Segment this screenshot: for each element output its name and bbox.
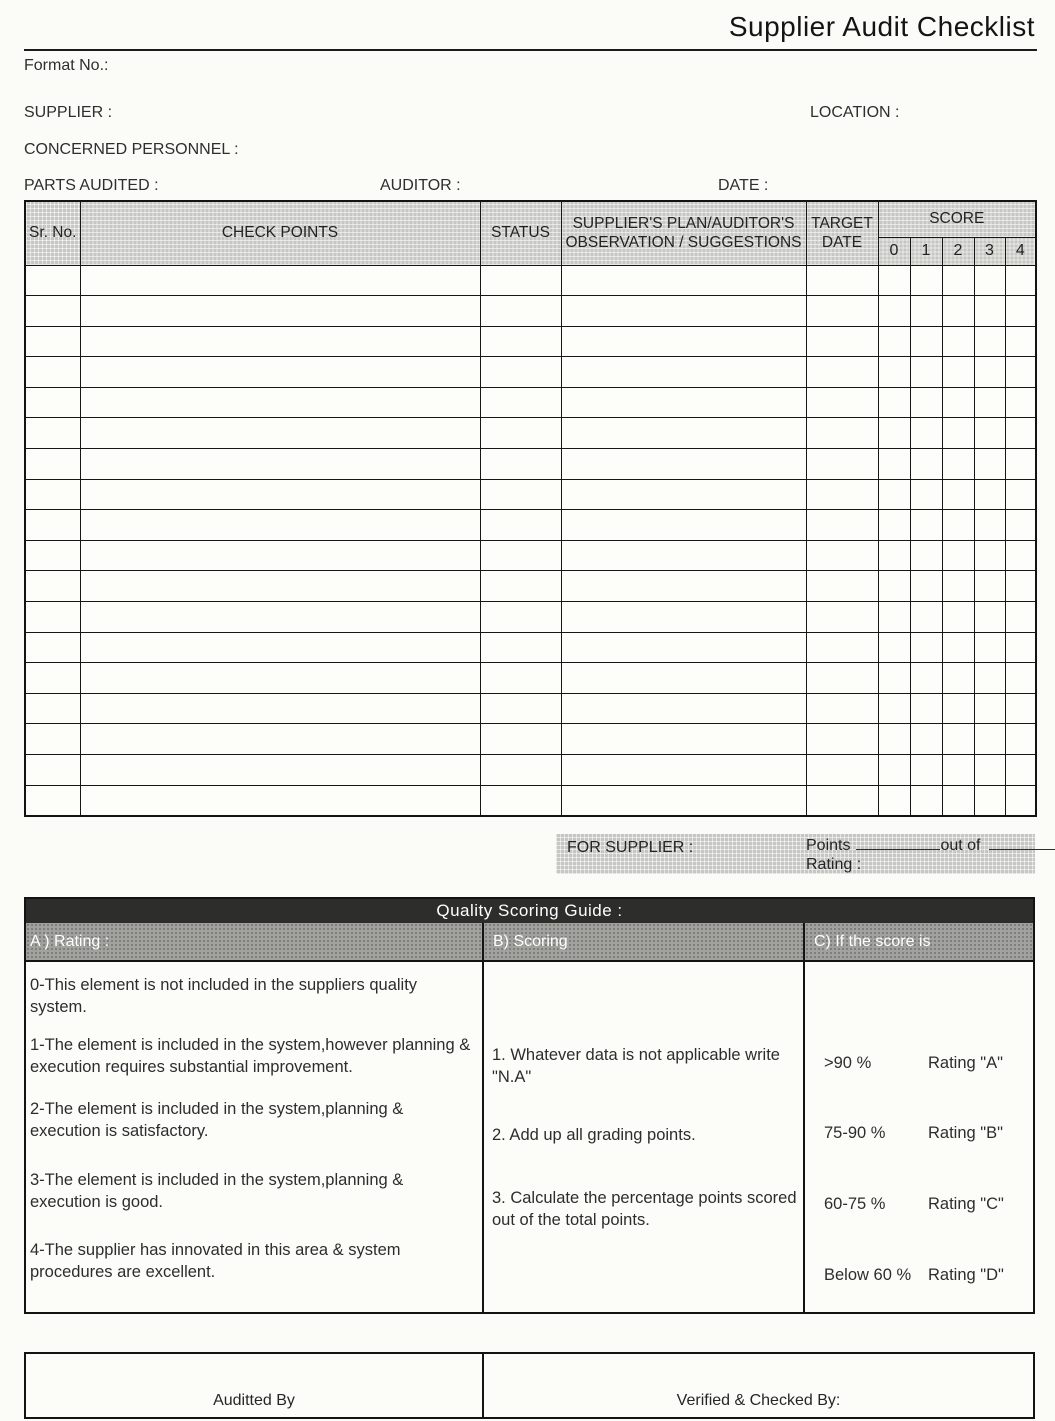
empty-cell (561, 510, 806, 541)
checklist-empty-row (25, 510, 1036, 541)
empty-cell (480, 785, 561, 816)
out-of-label: out of (940, 837, 981, 854)
title-divider (24, 49, 1037, 51)
empty-cell (1005, 418, 1036, 449)
empty-cell (80, 602, 480, 633)
empty-cell (80, 387, 480, 418)
checklist-table-body (25, 265, 1036, 816)
empty-cell (25, 724, 80, 755)
empty-cell (480, 418, 561, 449)
checklist-empty-row (25, 326, 1036, 357)
empty-cell (806, 724, 878, 755)
score-value-0: 0 (878, 237, 910, 265)
empty-cell (942, 571, 974, 602)
empty-cell (974, 510, 1005, 541)
score-range-row (805, 1264, 1033, 1286)
empty-cell (80, 540, 480, 571)
empty-cell (1005, 571, 1036, 602)
empty-cell (25, 785, 80, 816)
empty-cell (974, 785, 1005, 816)
score-range-0: >90 % (824, 1054, 872, 1072)
score-value-2: 2 (942, 237, 974, 265)
empty-cell (480, 724, 561, 755)
empty-cell (806, 785, 878, 816)
empty-cell (942, 632, 974, 663)
empty-cell (80, 510, 480, 541)
empty-cell (561, 479, 806, 510)
for-supplier-strip (556, 834, 1035, 874)
empty-cell (910, 785, 942, 816)
empty-cell (974, 632, 1005, 663)
empty-cell (974, 449, 1005, 480)
empty-cell (80, 449, 480, 480)
empty-cell (910, 602, 942, 633)
empty-cell (878, 540, 910, 571)
empty-cell (806, 632, 878, 663)
empty-cell (561, 632, 806, 663)
score-value-4: 4 (1005, 237, 1036, 265)
empty-cell (974, 724, 1005, 755)
empty-cell (942, 479, 974, 510)
target-header-line2: DATE (821, 234, 863, 252)
empty-cell (561, 296, 806, 327)
empty-cell (1005, 296, 1036, 327)
empty-cell (25, 479, 80, 510)
empty-cell (942, 357, 974, 388)
empty-cell (974, 265, 1005, 296)
empty-cell (480, 693, 561, 724)
score-rating-1: Rating "B" (928, 1124, 1003, 1142)
empty-cell (480, 755, 561, 786)
empty-cell (910, 693, 942, 724)
empty-cell (80, 571, 480, 602)
empty-cell (974, 357, 1005, 388)
empty-cell (878, 571, 910, 602)
rating-column-header: A ) Rating : (26, 923, 484, 960)
empty-cell (561, 724, 806, 755)
date-label: DATE : (718, 177, 769, 194)
empty-cell (878, 510, 910, 541)
scoring-item-0: 1. Whatever data is not applicable write "N.A" (492, 1046, 780, 1086)
score-range-row (805, 1122, 1033, 1144)
out-of-blank (989, 837, 1055, 850)
empty-cell (942, 387, 974, 418)
empty-cell (1005, 265, 1036, 296)
empty-cell (910, 510, 942, 541)
empty-cell (974, 663, 1005, 694)
empty-cell (1005, 663, 1036, 694)
empty-cell (910, 326, 942, 357)
score-range-3: Below 60 % (824, 1266, 912, 1284)
rating-column (26, 962, 484, 1314)
empty-cell (561, 357, 806, 388)
empty-cell (942, 418, 974, 449)
empty-cell (806, 540, 878, 571)
empty-cell (480, 663, 561, 694)
score-rating-0: Rating "A" (928, 1054, 1003, 1072)
empty-cell (942, 602, 974, 633)
empty-cell (561, 326, 806, 357)
empty-cell (1005, 724, 1036, 755)
empty-cell (1005, 602, 1036, 633)
empty-cell (910, 663, 942, 694)
empty-cell (561, 693, 806, 724)
empty-cell (878, 602, 910, 633)
empty-cell (806, 449, 878, 480)
empty-cell (25, 510, 80, 541)
empty-cell (25, 326, 80, 357)
empty-cell (878, 418, 910, 449)
empty-cell (878, 326, 910, 357)
empty-cell (878, 632, 910, 663)
checklist-empty-row (25, 265, 1036, 296)
empty-cell (480, 449, 561, 480)
empty-cell (1005, 540, 1036, 571)
empty-cell (942, 785, 974, 816)
empty-cell (878, 387, 910, 418)
plan-header-line1: SUPPLIER'S PLAN/AUDITOR'S (572, 214, 795, 232)
scoring-item-2: 3. Calculate the percentage points scored out of the total points. (492, 1189, 797, 1229)
checklist-empty-row (25, 449, 1036, 480)
empty-cell (1005, 479, 1036, 510)
empty-cell (806, 510, 878, 541)
empty-cell (480, 357, 561, 388)
col-header-plan-observation (561, 201, 806, 265)
empty-cell (910, 755, 942, 786)
score-range-1: 75-90 % (824, 1124, 886, 1142)
empty-cell (1005, 755, 1036, 786)
empty-cell (480, 265, 561, 296)
empty-cell (1005, 387, 1036, 418)
empty-cell (25, 693, 80, 724)
empty-cell (806, 296, 878, 327)
empty-cell (878, 693, 910, 724)
signoff-box (24, 1352, 1035, 1419)
page-title: Supplier Audit Checklist (728, 11, 1035, 42)
points-line (806, 836, 1055, 855)
score-value-1: 1 (910, 237, 942, 265)
empty-cell (480, 479, 561, 510)
points-label: Points (806, 837, 851, 854)
empty-cell (80, 785, 480, 816)
empty-cell (942, 663, 974, 694)
checklist-empty-row (25, 418, 1036, 449)
empty-cell (480, 602, 561, 633)
empty-cell (80, 632, 480, 663)
empty-cell (942, 296, 974, 327)
col-header-status: STATUS (480, 201, 561, 265)
empty-cell (878, 479, 910, 510)
rating-label: Rating : (806, 856, 862, 873)
empty-cell (910, 632, 942, 663)
rating-item-2: 2-The element is included in the system,planning & execution is satisfactory. (30, 1100, 404, 1140)
empty-cell (1005, 357, 1036, 388)
empty-cell (910, 418, 942, 449)
col-header-sr-no: Sr. No. (25, 201, 80, 265)
quality-scoring-guide (24, 897, 1035, 1314)
empty-cell (910, 265, 942, 296)
empty-cell (80, 755, 480, 786)
empty-cell (25, 296, 80, 327)
score-is-column (805, 962, 1033, 1314)
empty-cell (878, 357, 910, 388)
empty-cell (806, 693, 878, 724)
empty-cell (910, 357, 942, 388)
empty-cell (974, 693, 1005, 724)
empty-cell (80, 479, 480, 510)
empty-cell (806, 326, 878, 357)
empty-cell (480, 632, 561, 663)
empty-cell (942, 510, 974, 541)
checklist-empty-row (25, 571, 1036, 602)
empty-cell (80, 693, 480, 724)
scoring-guide-body (26, 960, 1033, 1314)
score-range-row (805, 1193, 1033, 1215)
format-no-label: Format No.: (24, 57, 109, 74)
empty-cell (25, 418, 80, 449)
empty-cell (80, 296, 480, 327)
col-header-check-points: CHECK POINTS (80, 201, 480, 265)
empty-cell (1005, 632, 1036, 663)
col-header-score: SCORE (878, 201, 1036, 237)
empty-cell (910, 296, 942, 327)
checklist-empty-row (25, 296, 1036, 327)
empty-cell (25, 540, 80, 571)
empty-cell (561, 785, 806, 816)
score-range-2: 60-75 % (824, 1195, 886, 1213)
empty-cell (806, 418, 878, 449)
empty-cell (561, 540, 806, 571)
empty-cell (80, 326, 480, 357)
empty-cell (974, 755, 1005, 786)
score-rating-2: Rating "C" (928, 1195, 1004, 1213)
empty-cell (942, 755, 974, 786)
empty-cell (806, 357, 878, 388)
checklist-empty-row (25, 755, 1036, 786)
rating-item-3: 3-The element is included in the system,planning & execution is good. (30, 1171, 404, 1211)
rating-item-0: 0-This element is not included in the suppliers quality system. (30, 976, 418, 1016)
empty-cell (25, 357, 80, 388)
empty-cell (25, 632, 80, 663)
empty-cell (974, 326, 1005, 357)
points-block (806, 836, 1055, 874)
checklist-empty-row (25, 785, 1036, 816)
checklist-empty-row (25, 387, 1036, 418)
scoring-guide-header-row (26, 923, 1033, 960)
empty-cell (910, 724, 942, 755)
empty-cell (480, 540, 561, 571)
empty-cell (561, 755, 806, 786)
empty-cell (878, 449, 910, 480)
score-range-row (805, 1052, 1033, 1074)
empty-cell (878, 296, 910, 327)
checklist-empty-row (25, 357, 1036, 388)
empty-cell (910, 449, 942, 480)
empty-cell (80, 663, 480, 694)
scoring-item-1: 2. Add up all grading points. (492, 1126, 696, 1144)
empty-cell (480, 296, 561, 327)
empty-cell (561, 418, 806, 449)
empty-cell (878, 265, 910, 296)
verified-by-cell: Verified & Checked By: (676, 1392, 841, 1409)
checklist-empty-row (25, 602, 1036, 633)
empty-cell (1005, 449, 1036, 480)
scoring-column (484, 962, 805, 1314)
empty-cell (806, 663, 878, 694)
empty-cell (1005, 326, 1036, 357)
empty-cell (480, 571, 561, 602)
location-label: LOCATION : (810, 104, 900, 121)
empty-cell (80, 724, 480, 755)
concerned-personnel-label: CONCERNED PERSONNEL : (24, 141, 239, 158)
empty-cell (1005, 693, 1036, 724)
empty-cell (942, 693, 974, 724)
empty-cell (974, 387, 1005, 418)
points-blank (856, 837, 940, 850)
empty-cell (80, 418, 480, 449)
empty-cell (25, 755, 80, 786)
plan-header-line2: OBSERVATION / SUGGESTIONS (565, 234, 802, 252)
auditor-label: AUDITOR : (380, 177, 461, 194)
checklist-empty-row (25, 663, 1036, 694)
empty-cell (480, 387, 561, 418)
empty-cell (25, 602, 80, 633)
empty-cell (910, 540, 942, 571)
empty-cell (878, 785, 910, 816)
supplier-label: SUPPLIER : (24, 104, 113, 121)
empty-cell (806, 602, 878, 633)
empty-cell (561, 571, 806, 602)
empty-cell (910, 571, 942, 602)
rating-item-1: 1-The element is included in the system,however planning & execution requires substantial improvement. (30, 1036, 471, 1076)
target-header-line1: TARGET (811, 214, 873, 232)
empty-cell (561, 602, 806, 633)
empty-cell (561, 387, 806, 418)
empty-cell (910, 479, 942, 510)
empty-cell (806, 755, 878, 786)
empty-cell (974, 571, 1005, 602)
empty-cell (974, 602, 1005, 633)
audited-by-cell: Auditted By (26, 1354, 484, 1417)
empty-cell (80, 357, 480, 388)
empty-cell (806, 571, 878, 602)
empty-cell (974, 479, 1005, 510)
checklist-empty-row (25, 724, 1036, 755)
empty-cell (25, 387, 80, 418)
scoring-column-header: B) Scoring (484, 923, 805, 960)
empty-cell (974, 296, 1005, 327)
empty-cell (910, 387, 942, 418)
empty-cell (878, 755, 910, 786)
score-rating-3: Rating "D" (928, 1266, 1004, 1284)
empty-cell (1005, 785, 1036, 816)
checklist-empty-row (25, 693, 1036, 724)
for-supplier-label: FOR SUPPLIER : (567, 839, 694, 856)
empty-cell (942, 326, 974, 357)
empty-cell (942, 724, 974, 755)
empty-cell (561, 449, 806, 480)
empty-cell (480, 326, 561, 357)
empty-cell (25, 571, 80, 602)
empty-cell (25, 265, 80, 296)
checklist-empty-row (25, 479, 1036, 510)
empty-cell (806, 265, 878, 296)
empty-cell (480, 510, 561, 541)
empty-cell (1005, 510, 1036, 541)
empty-cell (942, 540, 974, 571)
parts-audited-label: PARTS AUDITED : (24, 177, 159, 194)
col-header-target-date (806, 201, 878, 265)
empty-cell (80, 265, 480, 296)
checklist-table (24, 200, 1037, 817)
score-value-3: 3 (974, 237, 1005, 265)
checklist-empty-row (25, 540, 1036, 571)
empty-cell (942, 449, 974, 480)
empty-cell (942, 265, 974, 296)
scoring-guide-title: Quality Scoring Guide : (26, 899, 1033, 923)
checklist-empty-row (25, 632, 1036, 663)
empty-cell (561, 663, 806, 694)
empty-cell (806, 479, 878, 510)
score-is-column-header: C) If the score is (805, 923, 1033, 960)
empty-cell (561, 265, 806, 296)
empty-cell (878, 663, 910, 694)
empty-cell (974, 418, 1005, 449)
empty-cell (25, 663, 80, 694)
empty-cell (806, 387, 878, 418)
empty-cell (878, 724, 910, 755)
empty-cell (974, 540, 1005, 571)
empty-cell (25, 449, 80, 480)
rating-item-4: 4-The supplier has innovated in this area & system procedures are excellent. (30, 1241, 401, 1281)
